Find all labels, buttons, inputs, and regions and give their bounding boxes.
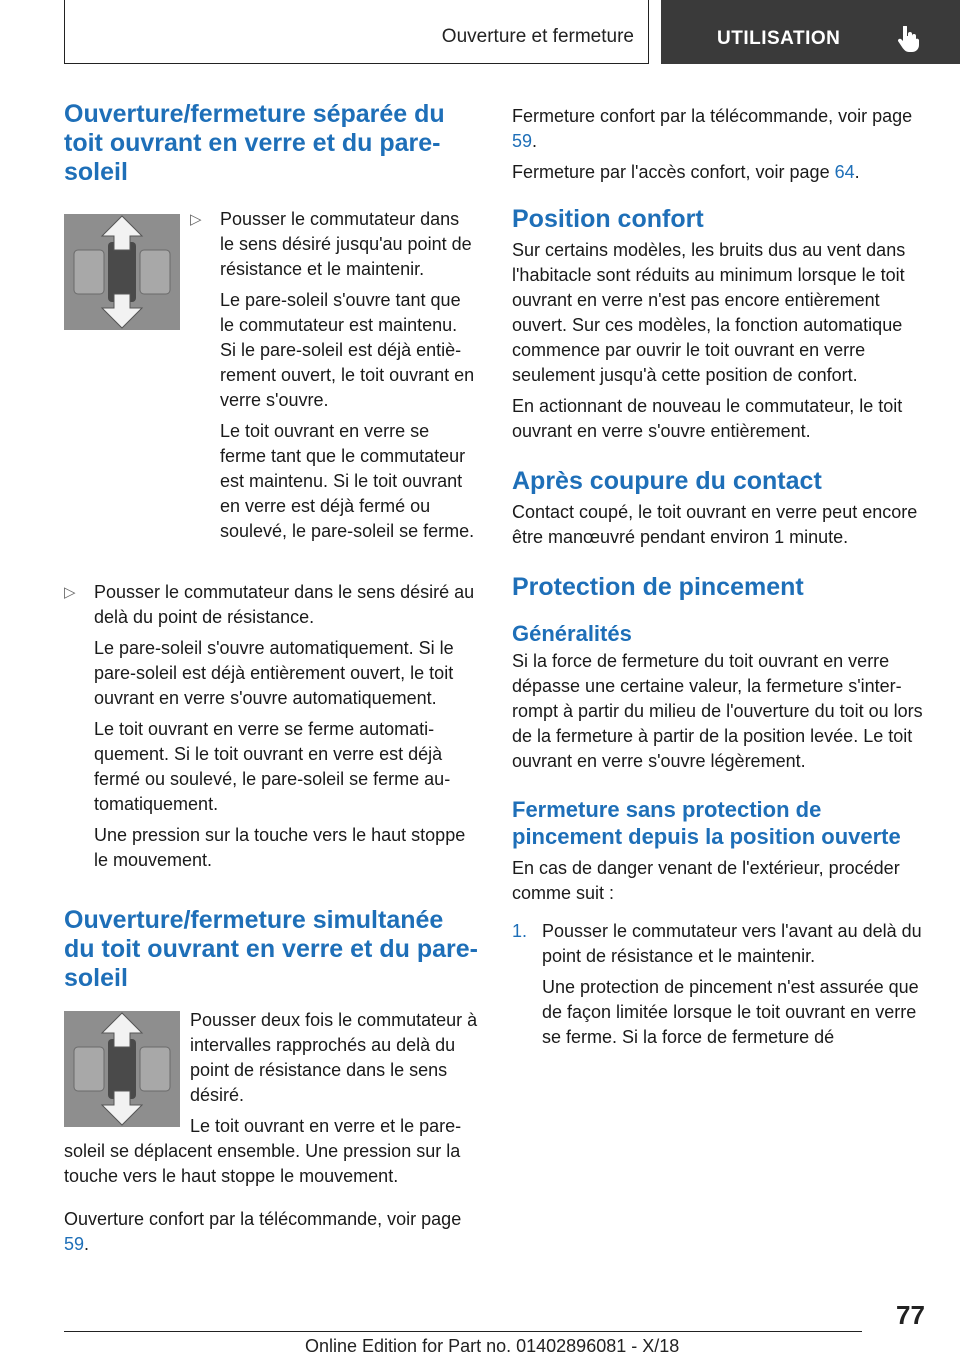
heading-fermeture-sans-protection: Fermeture sans protection de pincement depuis la position ouverte xyxy=(512,797,901,849)
heading-separate-opening: Ouverture/fermeture séparée du toit ouvrant en verre et du pare-soleil xyxy=(64,100,445,186)
triangle-bullet-icon: ▷ xyxy=(64,584,76,601)
paragraph: Le pare-soleil s'ouvre automatiquement. Si le pare-soleil est déjà entièrement ouvert, le toit ouvrant en verre s'ouvre automatiquement. xyxy=(94,638,454,708)
paragraph: Sur certains modèles, les bruits dus au vent dans l'habitacle sont réduits au minimum lorsque le toit ouvrant en verre n'est pas encore entièrement ouvert. Sur ces modèles, la fonction automatique commence par ouvrir le toit ouvrant en verre seulement jusqu'à cette position de confort. xyxy=(512,240,906,385)
heading-apres-coupure: Après coupure du contact xyxy=(512,467,822,495)
paragraph: Le toit ouvrant en verre et le pare-soleil se déplacent ensemble. Une pression sur la touche vers le haut stoppe le mouvement. xyxy=(64,1116,462,1186)
heading-protection-pincement: Protection de pincement xyxy=(512,573,804,601)
list-item xyxy=(190,207,478,544)
paragraph: Le toit ouvrant en verre se ferme automatiquement. Si le toit ouvrant en verre est déjà fermé ou soulevé, le pare-soleil se ferme automatiquement. xyxy=(94,719,451,814)
header-chapter-tab[interactable] xyxy=(661,0,960,64)
hand-pointer-icon xyxy=(897,26,919,52)
list-item xyxy=(512,919,930,1050)
header-section-title: Ouverture et fermeture xyxy=(441,26,634,47)
page-link[interactable]: 59 xyxy=(64,1234,85,1254)
paragraph: Une protection de pincement n'est assurée que de façon limitée lorsque le toit ouvrant en verre se ferme. Si la force de fermeture dé xyxy=(542,977,919,1047)
list-item xyxy=(64,580,478,873)
chapter-tab-label: UTILISATION xyxy=(717,28,841,49)
paragraph: Une pression sur la touche vers le haut stoppe le mouvement. xyxy=(94,825,466,870)
page-link[interactable]: 59 xyxy=(512,131,533,151)
heading-generalites: Généralités xyxy=(512,621,632,646)
paragraph: Fermeture par l'accès confort, voir page 64. xyxy=(512,162,860,182)
paragraph: Pousser le commutateur vers l'avant au delà du point de résistance et le maintenir. xyxy=(542,921,922,966)
footer-edition: Online Edition for Part no. 01402896081 - X/18 xyxy=(305,1336,680,1356)
paragraph: En cas de danger venant de l'extérieur, procéder comme suit : xyxy=(512,858,900,903)
paragraph: Contact coupé, le toit ouvrant en verre peut encore être manœuvré pendant environ 1 minute. xyxy=(512,502,918,547)
paragraph: Pousser deux fois le commutateur à intervalles rapprochés au delà du point de résistance dans le sens désiré. xyxy=(190,1010,478,1105)
paragraph: Pousser le commutateur dans le sens désiré au delà du point de résistance. xyxy=(94,582,475,627)
heading-simultaneous-opening: Ouverture/fermeture simultanée du toit ouvrant en verre et du pare-soleil xyxy=(64,906,478,992)
footer-divider xyxy=(64,1331,862,1332)
roof-switch-icon xyxy=(64,1011,180,1127)
paragraph: En actionnant de nouveau le commutateur, le toit ouvrant en verre s'ouvre entièrement. xyxy=(512,396,903,441)
triangle-bullet-icon: ▷ xyxy=(190,211,202,228)
paragraph: Pousser le commutateur dans le sens désiré jusqu'au point de résistance et le maintenir. xyxy=(220,209,472,279)
left-column xyxy=(64,100,478,1257)
heading-position-confort: Position confort xyxy=(512,205,704,233)
paragraph: Fermeture confort par la télécommande, voir page 59. xyxy=(512,106,913,151)
paragraph: Si la force de fermeture du toit ouvrant en verre dépasse une certaine valeur, la fermeture s'interrompt à partir du milieu de l'ouverture du toit ou lors de la fermeture à partir de la position levée. Le toit ouvrant en verre s'ouvre légèrement. xyxy=(512,651,923,771)
roof-switch-icon xyxy=(64,214,180,330)
list-number: 1. xyxy=(512,921,528,941)
paragraph: Le pare-soleil s'ouvre tant que le commutateur est maintenu. Si le pare-soleil est déjà entièrement ouvert, le toit ouvrant en verre s'ouvre. xyxy=(220,290,475,410)
right-column xyxy=(512,100,930,1050)
page-number: 77 xyxy=(896,1300,925,1330)
page-link[interactable]: 64 xyxy=(834,162,855,182)
paragraph: Le toit ouvrant en verre se ferme tant que le commutateur est maintenu. Si le toit ouvrant en verre est déjà fermé ou soulevé, le pare-soleil se ferme. xyxy=(220,421,475,541)
paragraph: Ouverture confort par la télécommande, voir page 59. xyxy=(64,1209,462,1254)
